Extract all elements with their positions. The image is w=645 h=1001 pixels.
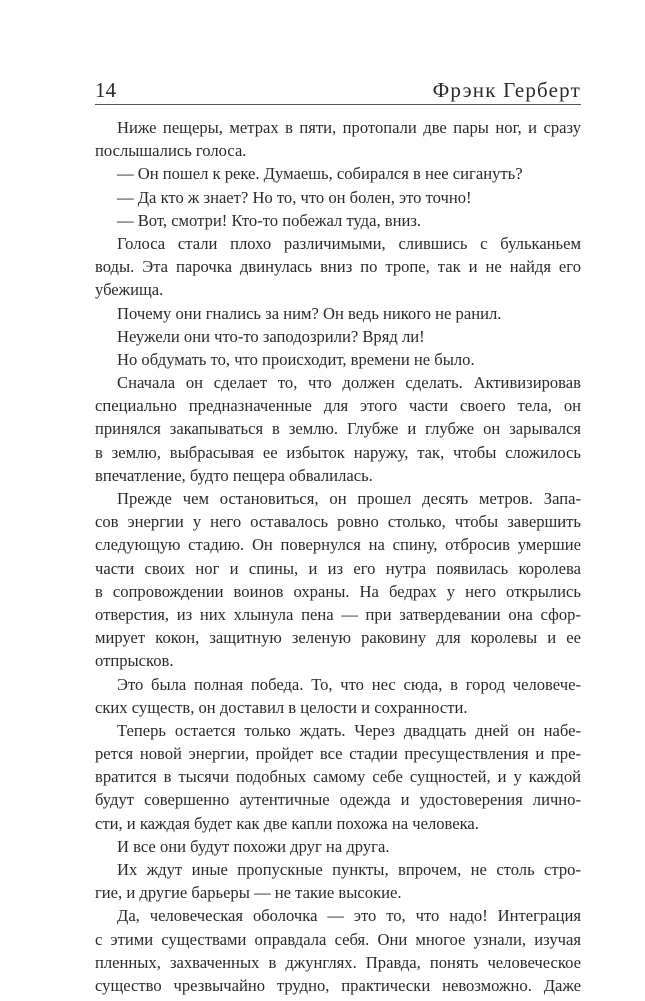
text-line: следующую стадию. Он повернулся на спину, отбросив умершие: [95, 535, 581, 555]
paragraph: [95, 904, 581, 997]
text-line: — Он пошел к реке. Думаешь, собирался в нее сигануть?: [117, 164, 523, 184]
text-line: специально предназначенные для этого части своего тела, он: [95, 396, 581, 416]
text-line: части своих ног и спины, и из его нутра появилась королева: [95, 558, 581, 578]
paragraph: [95, 232, 581, 302]
text-line: убежища.: [95, 280, 164, 300]
text-line: И все они будут похожи друг на друга.: [117, 836, 390, 856]
text-line: послышались голоса.: [95, 141, 247, 161]
running-title-author: Фрэнк Герберт: [432, 78, 581, 102]
text-line: существо чрезвычайно трудно, практически невозможно. Даже: [95, 975, 581, 995]
text-line: воды. Эта парочка двинулась вниз по тропе, так и не найдя его: [95, 257, 581, 277]
text-line: будут совершенно аутентичные одежда и удостоверения лично-: [95, 790, 581, 810]
text-line: ских существ, он доставил в целости и сохранности.: [95, 697, 468, 717]
text-line: гие, и другие барьеры — не такие высокие.: [95, 883, 402, 903]
text-line: отверстия, из них хлынула пена — при затвердевании она сфор-: [95, 604, 581, 624]
text-line: в сопровождении воинов охраны. На бедрах у него открылись: [95, 581, 581, 601]
page-number: 14: [95, 78, 116, 102]
paragraph: [95, 325, 581, 348]
text-line: Да, человеческая оболочка — это то, что надо! Интеграция: [117, 906, 581, 926]
text-line: впечатление, будто пещера обвалилась.: [95, 465, 373, 485]
paragraph: [95, 673, 581, 719]
text-line: сов энергии у него оставалось ровно столько, чтобы завершить: [95, 512, 581, 532]
paragraph: [95, 162, 581, 185]
running-header: [95, 78, 581, 105]
paragraph: [95, 209, 581, 232]
paragraph: [95, 186, 581, 209]
paragraph: [95, 302, 581, 325]
paragraph: [95, 116, 581, 162]
text-line: Но обдумать то, что происходит, времени не было.: [117, 349, 475, 369]
paragraph: [95, 835, 581, 858]
text-line: мирует кокон, защитную зеленую раковину для королевы и ее: [95, 628, 581, 648]
text-line: Голоса стали плохо различимыми, слившись с бульканьем: [117, 233, 581, 253]
text-line: Ниже пещеры, метрах в пяти, протопали две пары ног, и сразу: [117, 118, 581, 137]
text-line: в землю, выбрасывая ее избыток наружу, так, чтобы сложилось: [95, 442, 581, 462]
body-text: [95, 116, 581, 997]
text-line: Прежде чем остановиться, он прошел десять метров. Запа-: [117, 489, 581, 508]
text-line: рется новой энергии, пройдет все стадии пресуществления и пре-: [95, 744, 581, 764]
text-line: Неужели они что-то заподозрили? Вряд ли!: [117, 326, 425, 346]
text-line: Сначала он сделает то, что должен сделать. Активизировав: [117, 373, 581, 393]
text-line: — Да кто ж знает? Но то, что он болен, это точно!: [117, 187, 472, 207]
paragraph: [95, 487, 581, 673]
text-line: вратится в тысячи подобных самому себе сущностей, и у каждой: [95, 767, 581, 787]
text-line: Их ждут иные пропускные пункты, впрочем, не столь стро-: [117, 860, 581, 879]
paragraph: [95, 371, 581, 487]
text-line: пленных, захваченных в джунглях. Правда, понять человеческое: [95, 952, 581, 972]
text-line: Это была полная победа. То, что нес сюда, в город человече-: [117, 674, 581, 694]
text-line: с этими существами оправдала себя. Они многое узнали, изучая: [95, 929, 581, 949]
paragraph: [95, 719, 581, 835]
paragraph: [95, 348, 581, 371]
text-line: — Вот, смотри! Кто-то побежал туда, вниз.: [117, 210, 422, 230]
text-line: отпрысков.: [95, 651, 174, 671]
text-line: Теперь остается только ждать. Через двадцать дней он набе-: [117, 720, 581, 740]
text-line: принялся закапываться в землю. Глубже и глубже он зарывался: [95, 419, 581, 439]
text-line: Почему они гнались за ним? Он ведь никого не ранил.: [117, 303, 502, 323]
text-line: сти, и каждая будет как две капли похожа на человека.: [95, 813, 479, 833]
paragraph: [95, 858, 581, 904]
